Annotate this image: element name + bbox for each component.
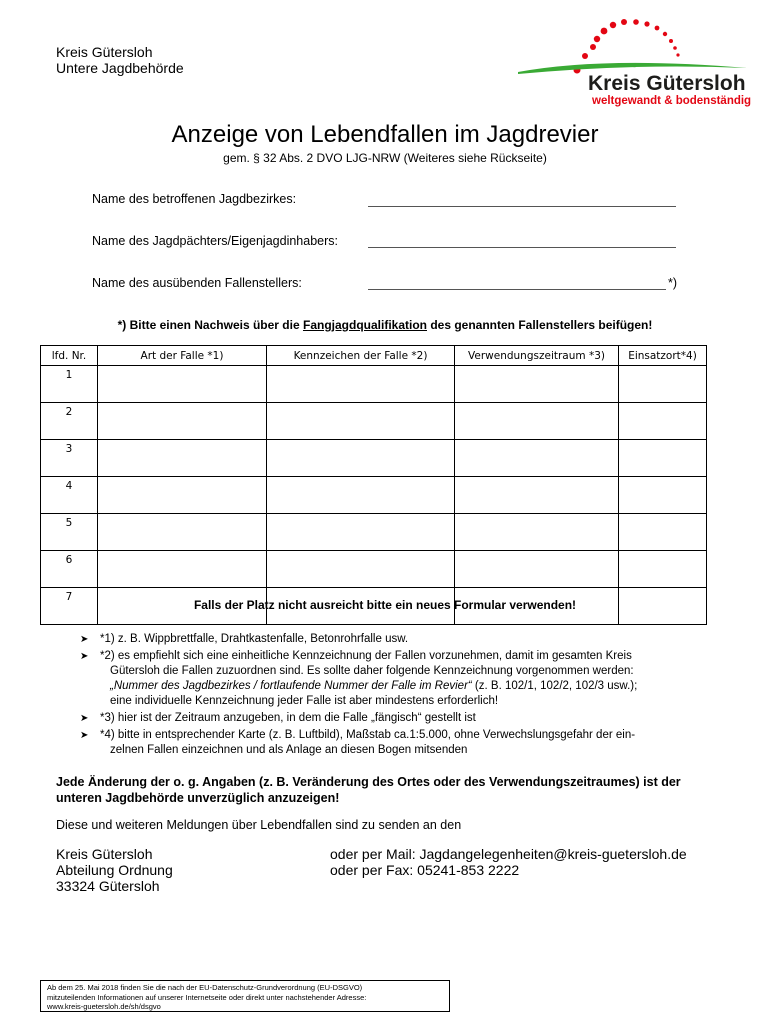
cell-art[interactable] (98, 366, 267, 403)
table-row (41, 366, 707, 403)
traps-table (40, 345, 707, 625)
cell-zeitraum[interactable] (455, 477, 619, 514)
cell-kennzeichen[interactable] (267, 514, 455, 551)
cell-kennzeichen[interactable] (267, 440, 455, 477)
table-row (41, 403, 707, 440)
footnote-2-example: (z. B. 102/1, 102/2, 102/3 usw.); (471, 680, 638, 692)
contact-mail[interactable]: oder per Mail: Jagdangelegenheiten@kreis-guetersloh.de (330, 846, 687, 862)
dsgvo-notice (40, 980, 450, 1012)
row-number: 6 (41, 551, 98, 588)
footnote-4-line-1: *4) bitte in entsprechender Karte (z. B. Luftbild), Maßstab ca.1:5.000, ohne Verwechslungsgefahr der ein- (100, 729, 636, 741)
table-footer-note: Falls der Platz nicht ausreicht bitte ein neues Formular verwenden! (193, 598, 577, 612)
cell-art[interactable] (98, 514, 267, 551)
row-number: 7 (41, 588, 98, 625)
footnote-4 (80, 728, 720, 758)
logo-tagline: weltgewandt & bodenständig (592, 95, 752, 107)
cell-kennzeichen[interactable] (267, 477, 455, 514)
sender-line-1: Kreis Gütersloh (56, 44, 153, 60)
footnote-3-text: *3) hier ist der Zeitraum anzugeben, in dem die Falle „fängisch“ gestellt ist (100, 712, 476, 724)
change-warning (56, 774, 726, 806)
row-number: 1 (41, 366, 98, 403)
col-header-nr: lfd. Nr. (41, 346, 98, 366)
cell-art[interactable] (98, 477, 267, 514)
table-row (41, 477, 707, 514)
col-header-art: Art der Falle *1) (98, 346, 267, 366)
qualification-note-before: *) Bitte einen Nachweis über die (117, 318, 303, 332)
contact-block (330, 846, 687, 878)
address-line-1: Kreis Gütersloh (56, 846, 153, 862)
footnote-2-italic: „Nummer des Jagdbezirkes / fortlaufende Nummer der Falle im Revier“ (110, 680, 472, 692)
page-title: Anzeige von Lebendfallen im Jagdrevier (171, 121, 599, 148)
footnote-4-line-2: zelnen Fallen einzeichnen und als Anlage an diesen Bogen mitsenden (110, 744, 468, 756)
sender-block (56, 44, 184, 76)
dsgvo-line-1: Ab dem 25. Mai 2018 finden Sie die nach der EU-Datenschutz-Grundverordnung (EU-DSGVO) (47, 983, 363, 992)
dsgvo-line-2: mitzuteilenden Informationen auf unserer Internetseite oder direkt unter nachstehender Adresse: (47, 992, 367, 1002)
address-line-3: 33324 Gütersloh (56, 878, 160, 894)
row-number: 4 (41, 477, 98, 514)
kreis-guetersloh-logo (515, 18, 750, 110)
cell-art[interactable] (98, 403, 267, 440)
cell-zeitraum[interactable] (455, 551, 619, 588)
cell-kennzeichen[interactable] (267, 366, 455, 403)
table-header-row (41, 346, 707, 366)
cell-einsatzort[interactable] (619, 366, 707, 403)
field-suffix-fallensteller: *) (668, 276, 678, 290)
cell-einsatzort[interactable] (619, 403, 707, 440)
footnote-3 (80, 711, 720, 726)
row-number: 3 (41, 440, 98, 477)
cell-zeitraum[interactable] (455, 403, 619, 440)
footnote-2-line-3 (100, 679, 720, 694)
field-line-jagdpaechter[interactable] (368, 246, 676, 248)
col-header-zeitraum: Verwendungszeitraum *3) (455, 346, 619, 366)
field-label-jagdpaechter: Name des Jagdpächters/Eigenjagdinhabers: (92, 234, 338, 248)
qualification-note-underlined: Fangjagdqualifikation (302, 318, 427, 332)
cell-zeitraum[interactable] (455, 366, 619, 403)
field-line-fallensteller[interactable] (368, 288, 666, 290)
cell-kennzeichen[interactable] (267, 551, 455, 588)
postal-address (56, 846, 173, 894)
cell-einsatzort[interactable] (619, 440, 707, 477)
cell-einsatzort[interactable] (619, 477, 707, 514)
page-subtitle: gem. § 32 Abs. 2 DVO LJG-NRW (Weiteres siehe Rückseite) (223, 151, 547, 165)
arrow-bullet-icon: ➤ (80, 713, 89, 724)
footnote-2-line-2: Gütersloh die Fallen zuzuordnen sind. Es sollte daher folgende Kennzeichnung vorgenommen werden: (110, 665, 634, 677)
col-header-einsatzort: Einsatzort*4) (619, 346, 707, 366)
col-header-kennzeichen: Kennzeichen der Falle *2) (267, 346, 455, 366)
cell-einsatzort[interactable] (619, 514, 707, 551)
arrow-bullet-icon: ➤ (80, 651, 89, 662)
contact-fax: oder per Fax: 05241-853 2222 (330, 862, 520, 878)
field-line-jagdbezirk[interactable] (368, 205, 676, 207)
footnote-2-line-1: *2) es empfiehlt sich eine einheitliche Kennzeichnung der Fallen vorzunehmen, damit im gesamten Kreis (100, 650, 632, 662)
dsgvo-link[interactable]: www.kreis-guetersloh.de/sh/dsgvo (47, 1002, 161, 1011)
logo-name: Kreis Gütersloh (588, 72, 746, 95)
table-row (41, 514, 707, 551)
sender-line-2: Untere Jagdbehörde (56, 60, 184, 76)
table-row (41, 440, 707, 477)
cell-einsatzort[interactable] (619, 551, 707, 588)
qualification-note (0, 318, 770, 332)
cell-art[interactable] (98, 551, 267, 588)
cell-art[interactable] (98, 440, 267, 477)
send-intro: Diese und weiteren Meldungen über Lebendfallen sind zu senden an den (56, 818, 462, 832)
change-warning-line-2: unteren Jagdbehörde unverzüglich anzuzeigen! (56, 791, 340, 805)
footnote-2 (80, 649, 720, 709)
field-label-fallensteller: Name des ausübenden Fallenstellers: (92, 276, 302, 290)
cell-kennzeichen[interactable] (267, 403, 455, 440)
address-line-2: Abteilung Ordnung (56, 862, 173, 878)
footnote-1-text: *1) z. B. Wippbrettfalle, Drahtkastenfalle, Betonrohrfalle usw. (100, 633, 409, 645)
footnote-list (80, 632, 720, 760)
cell-zeitraum[interactable] (455, 440, 619, 477)
qualification-note-after: des genannten Fallenstellers beifügen! (427, 318, 653, 332)
arrow-bullet-icon: ➤ (80, 730, 89, 741)
field-label-jagdbezirk: Name des betroffenen Jagdbezirkes: (92, 192, 297, 206)
cell-zeitraum[interactable] (455, 514, 619, 551)
table-row (41, 551, 707, 588)
row-number: 2 (41, 403, 98, 440)
row-number: 5 (41, 514, 98, 551)
change-warning-line-1: Jede Änderung der o. g. Angaben (z. B. Veränderung des Ortes oder des Verwendungszeitraumes) ist der (56, 775, 681, 789)
arrow-bullet-icon: ➤ (80, 634, 89, 645)
footnote-2-line-4: eine individuelle Kennzeichnung jeder Falle ist aber mindestens erforderlich! (110, 695, 499, 707)
footnote-1 (80, 632, 720, 647)
